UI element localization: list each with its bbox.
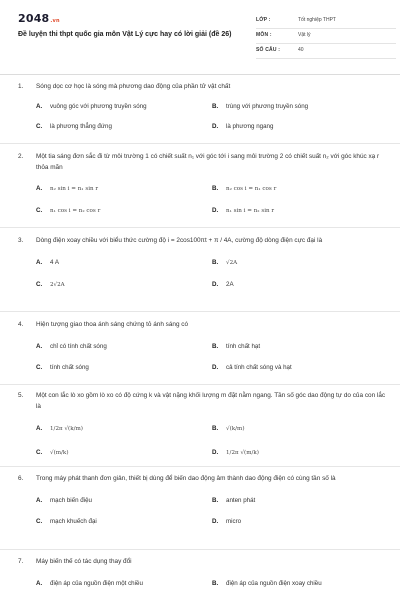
meta-row-subject <box>256 29 396 44</box>
question-stem <box>18 474 388 485</box>
question-4 <box>18 320 388 387</box>
question-2 <box>18 152 388 229</box>
meta-key: MÔN : <box>256 32 272 38</box>
option-b[interactable]: B. n₂ cos i = n₁ cos r <box>212 185 277 192</box>
option-c[interactable]: C. mạch khuếch đại <box>36 517 97 525</box>
question-separator <box>0 311 400 312</box>
option-d[interactable]: D. 2A <box>212 280 234 288</box>
question-number: 7. <box>18 558 24 565</box>
question-text: Trong máy phát thanh đơn giản, thiết bị dùng để biến dao động âm thành dao động điện có cùng tần số là <box>36 475 336 482</box>
option-c[interactable]: C. tính chất sóng <box>36 363 89 371</box>
question-5 <box>18 391 388 469</box>
options <box>18 103 388 147</box>
meta-key: LỚP : <box>256 17 271 23</box>
meta-row-count <box>256 44 396 59</box>
option-d[interactable]: D. 1/2π √(m/k) <box>212 449 259 456</box>
question-separator <box>0 143 400 144</box>
option-b[interactable]: B. anten phát <box>212 496 256 504</box>
option-a[interactable]: A. vuông góc với phương truyền sóng <box>36 102 147 110</box>
option-a[interactable]: A. 4 A <box>36 258 59 266</box>
option-c[interactable]: C. 2√2A <box>36 280 65 288</box>
meta-row-class <box>256 14 396 29</box>
question-1 <box>18 82 388 147</box>
option-a[interactable]: A. 1/2π √(k/m) <box>36 425 83 432</box>
meta-key: SỐ CÂU : <box>256 47 281 53</box>
question-separator <box>0 384 400 385</box>
question-stem <box>18 82 388 93</box>
document-meta <box>256 14 396 59</box>
question-text: Một tia sáng đơn sắc đi từ môi trường 1 có chiết suất n₁ với góc tới i sang môi trường 2 có chiết suất n₂ với góc khúc xạ r thỏa mãn <box>36 153 380 171</box>
option-d[interactable]: D. cả tính chất sóng và hạt <box>212 363 292 371</box>
question-number: 5. <box>18 392 24 399</box>
question-text: Một con lắc lò xo gồm lò xo có độ cứng k và vật nặng khối lượng m đặt nằm ngang. Tần số góc dao động tự do của con lắc là <box>36 392 386 410</box>
question-6 <box>18 474 388 541</box>
question-stem <box>18 152 388 173</box>
option-b[interactable]: B. √(k/m) <box>212 425 245 432</box>
option-a[interactable]: A. chỉ có tính chất sóng <box>36 342 107 350</box>
option-a[interactable]: A. mạch biến điệu <box>36 496 92 504</box>
meta-value: Vật lý <box>298 32 311 38</box>
question-stem <box>18 557 388 568</box>
option-b[interactable]: B. √2A <box>212 258 238 266</box>
option-b[interactable]: B. tính chất hạt <box>212 342 261 350</box>
option-a[interactable]: A. n₂ sin i = n₁ sin r <box>36 185 99 192</box>
option-d[interactable]: D. là phương ngang <box>212 122 274 130</box>
question-number: 6. <box>18 475 24 482</box>
option-d[interactable]: D. n₁ sin i = n₂ sin r <box>212 207 275 214</box>
options <box>18 259 388 303</box>
meta-value: Tốt nghiệp THPT <box>298 17 336 23</box>
question-number: 3. <box>18 237 24 244</box>
option-b[interactable]: B. trùng với phương truyền sóng <box>212 102 309 110</box>
question-3 <box>18 236 388 303</box>
options <box>18 185 388 229</box>
question-stem <box>18 320 388 331</box>
option-b[interactable]: B. điện áp của nguồn điện xoay chiều <box>212 579 322 587</box>
document-header <box>18 12 388 62</box>
option-c[interactable]: C. n₁ cos i = n₂ cos r <box>36 207 101 214</box>
option-a[interactable]: A. điện áp của nguồn điện một chiều <box>36 579 143 587</box>
options <box>18 425 388 469</box>
question-text: Máy biến thế có tác dụng thay đổi <box>36 558 132 565</box>
option-c[interactable]: C. là phương thẳng đứng <box>36 122 112 130</box>
question-separator <box>0 227 400 228</box>
document-title: Đề luyện thi thpt quốc gia môn Vật Lý cực hay có lời giải (đề 26) <box>18 31 232 38</box>
question-stem <box>18 391 388 412</box>
options <box>18 343 388 387</box>
option-d[interactable]: D. micro <box>212 517 242 525</box>
question-number: 4. <box>18 321 24 328</box>
question-number: 1. <box>18 83 24 90</box>
question-text: Dòng điện xoay chiều với biểu thức cường độ i = 2cos100πt + π / 4A, cường độ dòng điện cực đại là <box>36 237 323 244</box>
header-divider <box>0 74 400 75</box>
options <box>18 497 388 541</box>
options <box>18 580 388 594</box>
question-separator <box>0 466 400 467</box>
question-stem <box>18 236 388 247</box>
question-text: Hiện tượng giao thoa ánh sáng chứng tỏ ánh sáng có <box>36 321 189 328</box>
question-number: 2. <box>18 153 24 160</box>
question-7 <box>18 557 388 594</box>
question-separator <box>0 549 400 550</box>
question-text: Sóng dọc cơ học là sóng mà phương dao động của phần tử vật chất <box>36 83 231 90</box>
meta-value: 40 <box>298 47 304 53</box>
option-c[interactable]: C. √(m/k) <box>36 449 69 456</box>
site-logo[interactable]: 2048.vn <box>18 12 60 25</box>
